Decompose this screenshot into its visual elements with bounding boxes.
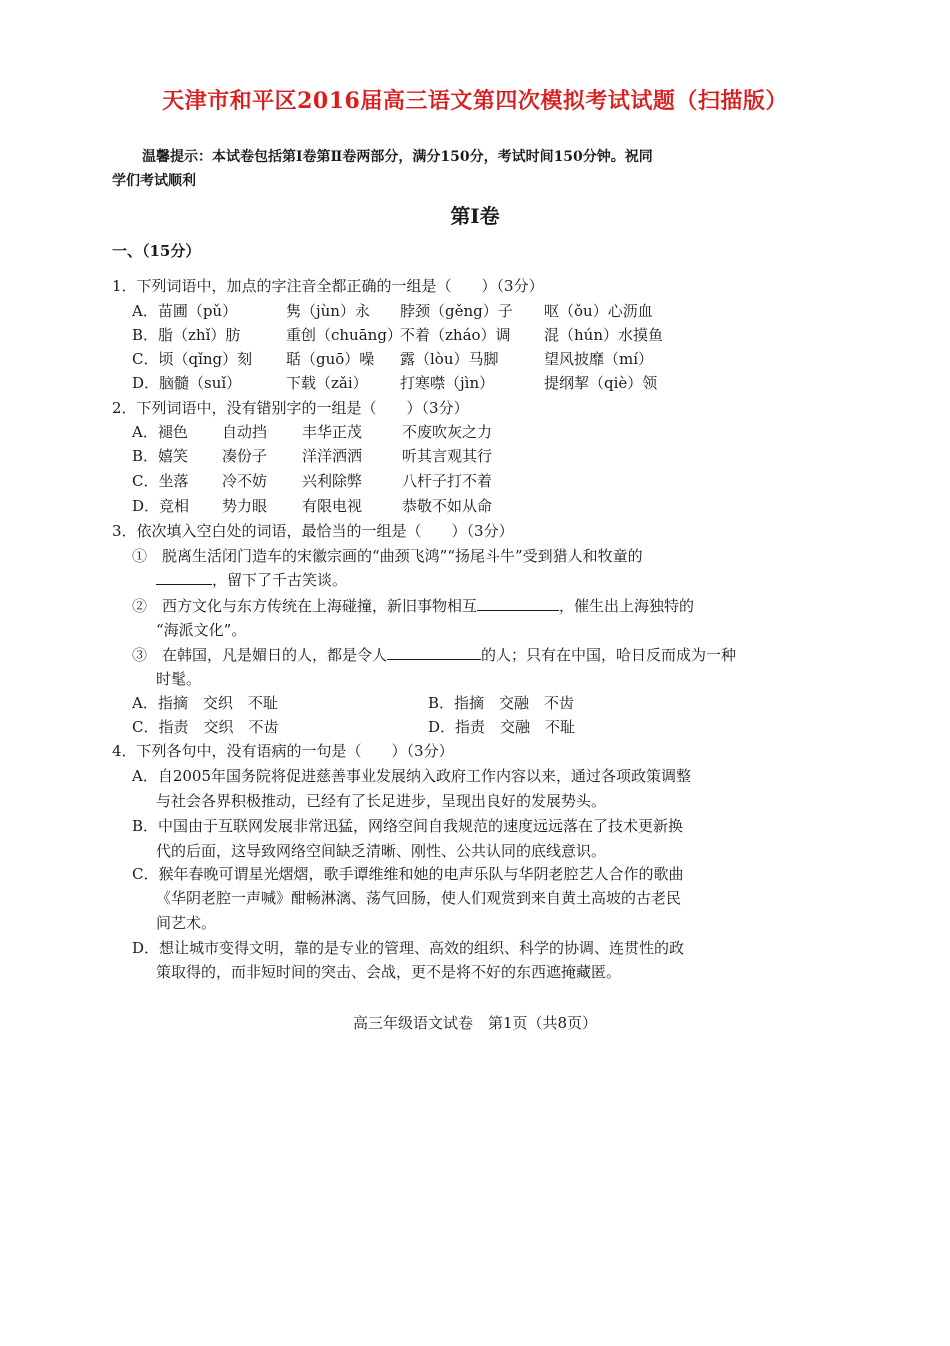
q1-option-d-2: 下载（zǎi） bbox=[286, 374, 368, 392]
q3-sentence-2-end: ，催生出上海独特的 bbox=[559, 597, 695, 615]
q2-option-c-4: 八杆子打不着 bbox=[402, 472, 493, 490]
question-3-stem: 3．依次填入空白处的词语，最恰当的一组是（ ）（3分） bbox=[112, 522, 514, 540]
q2-option-b-4: 听其言观其行 bbox=[402, 447, 493, 465]
q4-option-a-line-1: A．自2005年国务院将促进慈善事业发展纳入政府工作内容以来，通过各项政策调整 bbox=[132, 767, 692, 785]
q1-option-c-2: 聒（guō）噪 bbox=[286, 350, 375, 368]
q2-option-a-4: 不废吹灰之力 bbox=[402, 423, 493, 441]
question-1-stem: 1．下列词语中，加点的字注音全都正确的一组是（ ）（3分） bbox=[112, 277, 544, 295]
q3-option-c: C．指责 交织 不齿 bbox=[132, 718, 279, 736]
q3-sentence-3-start: ③ 在韩国，凡是媚日的人，都是令人 bbox=[132, 646, 388, 664]
q3-sentence-3-end: 的人；只有在中国，哈日反而成为一种 bbox=[481, 646, 737, 664]
q3-sentence-1: ① 脱离生活闭门造车的宋徽宗画的“曲颈飞鸿”“扬尾斗牛”受到猎人和牧童的 bbox=[132, 547, 643, 565]
q3-sentence-1-end: ，留下了千古笑谈。 bbox=[212, 571, 348, 589]
document-title: 天津市和平区2016届高三语文第四次模拟考试试题（扫描版） bbox=[162, 88, 788, 114]
q2-option-b-1: B．嬉笑 bbox=[132, 447, 189, 465]
q1-option-c-1: C．顷（qǐng）刻 bbox=[132, 350, 253, 368]
answer-blank-2 bbox=[477, 596, 559, 611]
q3-sentence-3 bbox=[132, 644, 736, 665]
q2-option-a-1: A．褪色 bbox=[132, 423, 188, 441]
page-footer: 高三年级语文试卷 第1页（共8页） bbox=[352, 1014, 598, 1032]
q4-option-c-line-3: 间艺术。 bbox=[156, 914, 217, 932]
q1-option-b-2: 重创（chuāng） bbox=[286, 326, 402, 344]
q2-option-a-2: 自动挡 bbox=[222, 423, 268, 441]
q4-option-b-line-1: B．中国由于互联网发展非常迅猛，网络空间自我规范的速度远远落在了技术更新换 bbox=[132, 817, 684, 835]
tip-line-2: 学们考试顺利 bbox=[112, 173, 196, 189]
q1-option-a-3: 脖颈（gěng）子 bbox=[400, 302, 513, 320]
q4-option-c-line-1: C．猴年春晚可谓星光熠熠，歌手谭维维和她的电声乐队与华阴老腔艺人合作的歌曲 bbox=[132, 865, 684, 883]
q2-option-d-3: 有限电视 bbox=[302, 497, 363, 515]
q2-option-b-2: 凑份子 bbox=[222, 447, 268, 465]
answer-blank-3 bbox=[387, 645, 481, 660]
q3-sentence-2-start: ② 西方文化与东方传统在上海碰撞，新旧事物相互 bbox=[132, 597, 478, 615]
q4-option-a-line-2: 与社会各界积极推动，已经有了长足进步，呈现出良好的发展势头。 bbox=[156, 792, 607, 810]
q3-sentence-2 bbox=[132, 595, 694, 616]
section-heading: 一、（15分） bbox=[112, 242, 201, 260]
q1-option-a-2: 隽（jùn）永 bbox=[286, 302, 370, 320]
q1-option-d-1: D．脑髓（suǐ） bbox=[132, 374, 242, 392]
q3-sentence-2-cont: “海派文化”。 bbox=[156, 621, 247, 639]
q2-option-d-1: D．竞相 bbox=[132, 497, 190, 515]
q3-option-b: B．指摘 交融 不齿 bbox=[428, 694, 575, 712]
question-4-stem: 4．下列各句中，没有语病的一句是（ ）（3分） bbox=[112, 742, 454, 760]
q1-option-c-4: 望风披靡（mí） bbox=[544, 350, 654, 368]
answer-blank-1 bbox=[156, 570, 212, 585]
q2-option-c-2: 冷不妨 bbox=[222, 472, 268, 490]
q2-option-c-3: 兴利除弊 bbox=[302, 472, 363, 490]
q1-option-c-3: 露（lòu）马脚 bbox=[400, 350, 499, 368]
q3-option-d: D．指责 交融 不耻 bbox=[428, 718, 576, 736]
q4-option-c-line-2: 《华阴老腔一声喊》酣畅淋漓、荡气回肠，使人们观赏到来自黄土高坡的古老民 bbox=[156, 889, 682, 907]
q1-option-d-4: 提纲挈（qiè）领 bbox=[544, 374, 658, 392]
q2-option-d-4: 恭敬不如从命 bbox=[402, 497, 493, 515]
question-2-stem: 2．下列词语中，没有错别字的一组是（ ）（3分） bbox=[112, 399, 469, 417]
q2-option-d-2: 势力眼 bbox=[222, 497, 268, 515]
q4-option-d-line-2: 策取得的，而非短时间的突击、会战，更不是将不好的东西遮掩藏匿。 bbox=[156, 963, 622, 981]
q3-sentence-3-cont: 时髦。 bbox=[156, 670, 202, 688]
q2-option-a-3: 丰华正茂 bbox=[302, 423, 363, 441]
q3-option-a: A．指摘 交织 不耻 bbox=[132, 694, 278, 712]
q1-option-b-1: B．脂（zhǐ）肪 bbox=[132, 326, 241, 344]
q4-option-d-line-1: D．想让城市变得文明，靠的是专业的管理、高效的组织、科学的协调、连贯性的政 bbox=[132, 939, 685, 957]
q1-option-b-4: 混（hún）水摸鱼 bbox=[544, 326, 663, 344]
volume-title: 第Ⅰ卷 bbox=[450, 204, 500, 228]
q2-option-c-1: C．坐落 bbox=[132, 472, 189, 490]
tip-line-1: 温馨提示：本试卷包括第Ⅰ卷第Ⅱ卷两部分，满分150分，考试时间150分钟。祝同 bbox=[142, 149, 653, 165]
q1-option-b-3: 不着（zháo）调 bbox=[400, 326, 511, 344]
q3-sentence-1-cont bbox=[156, 569, 347, 590]
q2-option-b-3: 洋洋洒洒 bbox=[302, 447, 363, 465]
q1-option-a-1: A．苗圃（pǔ） bbox=[132, 302, 238, 320]
q1-option-d-3: 打寒噤（jìn） bbox=[400, 374, 495, 392]
q4-option-b-line-2: 代的后面，这导致网络空间缺乏清晰、刚性、公共认同的底线意识。 bbox=[156, 842, 607, 860]
q1-option-a-4: 呕（ǒu）心沥血 bbox=[544, 302, 653, 320]
